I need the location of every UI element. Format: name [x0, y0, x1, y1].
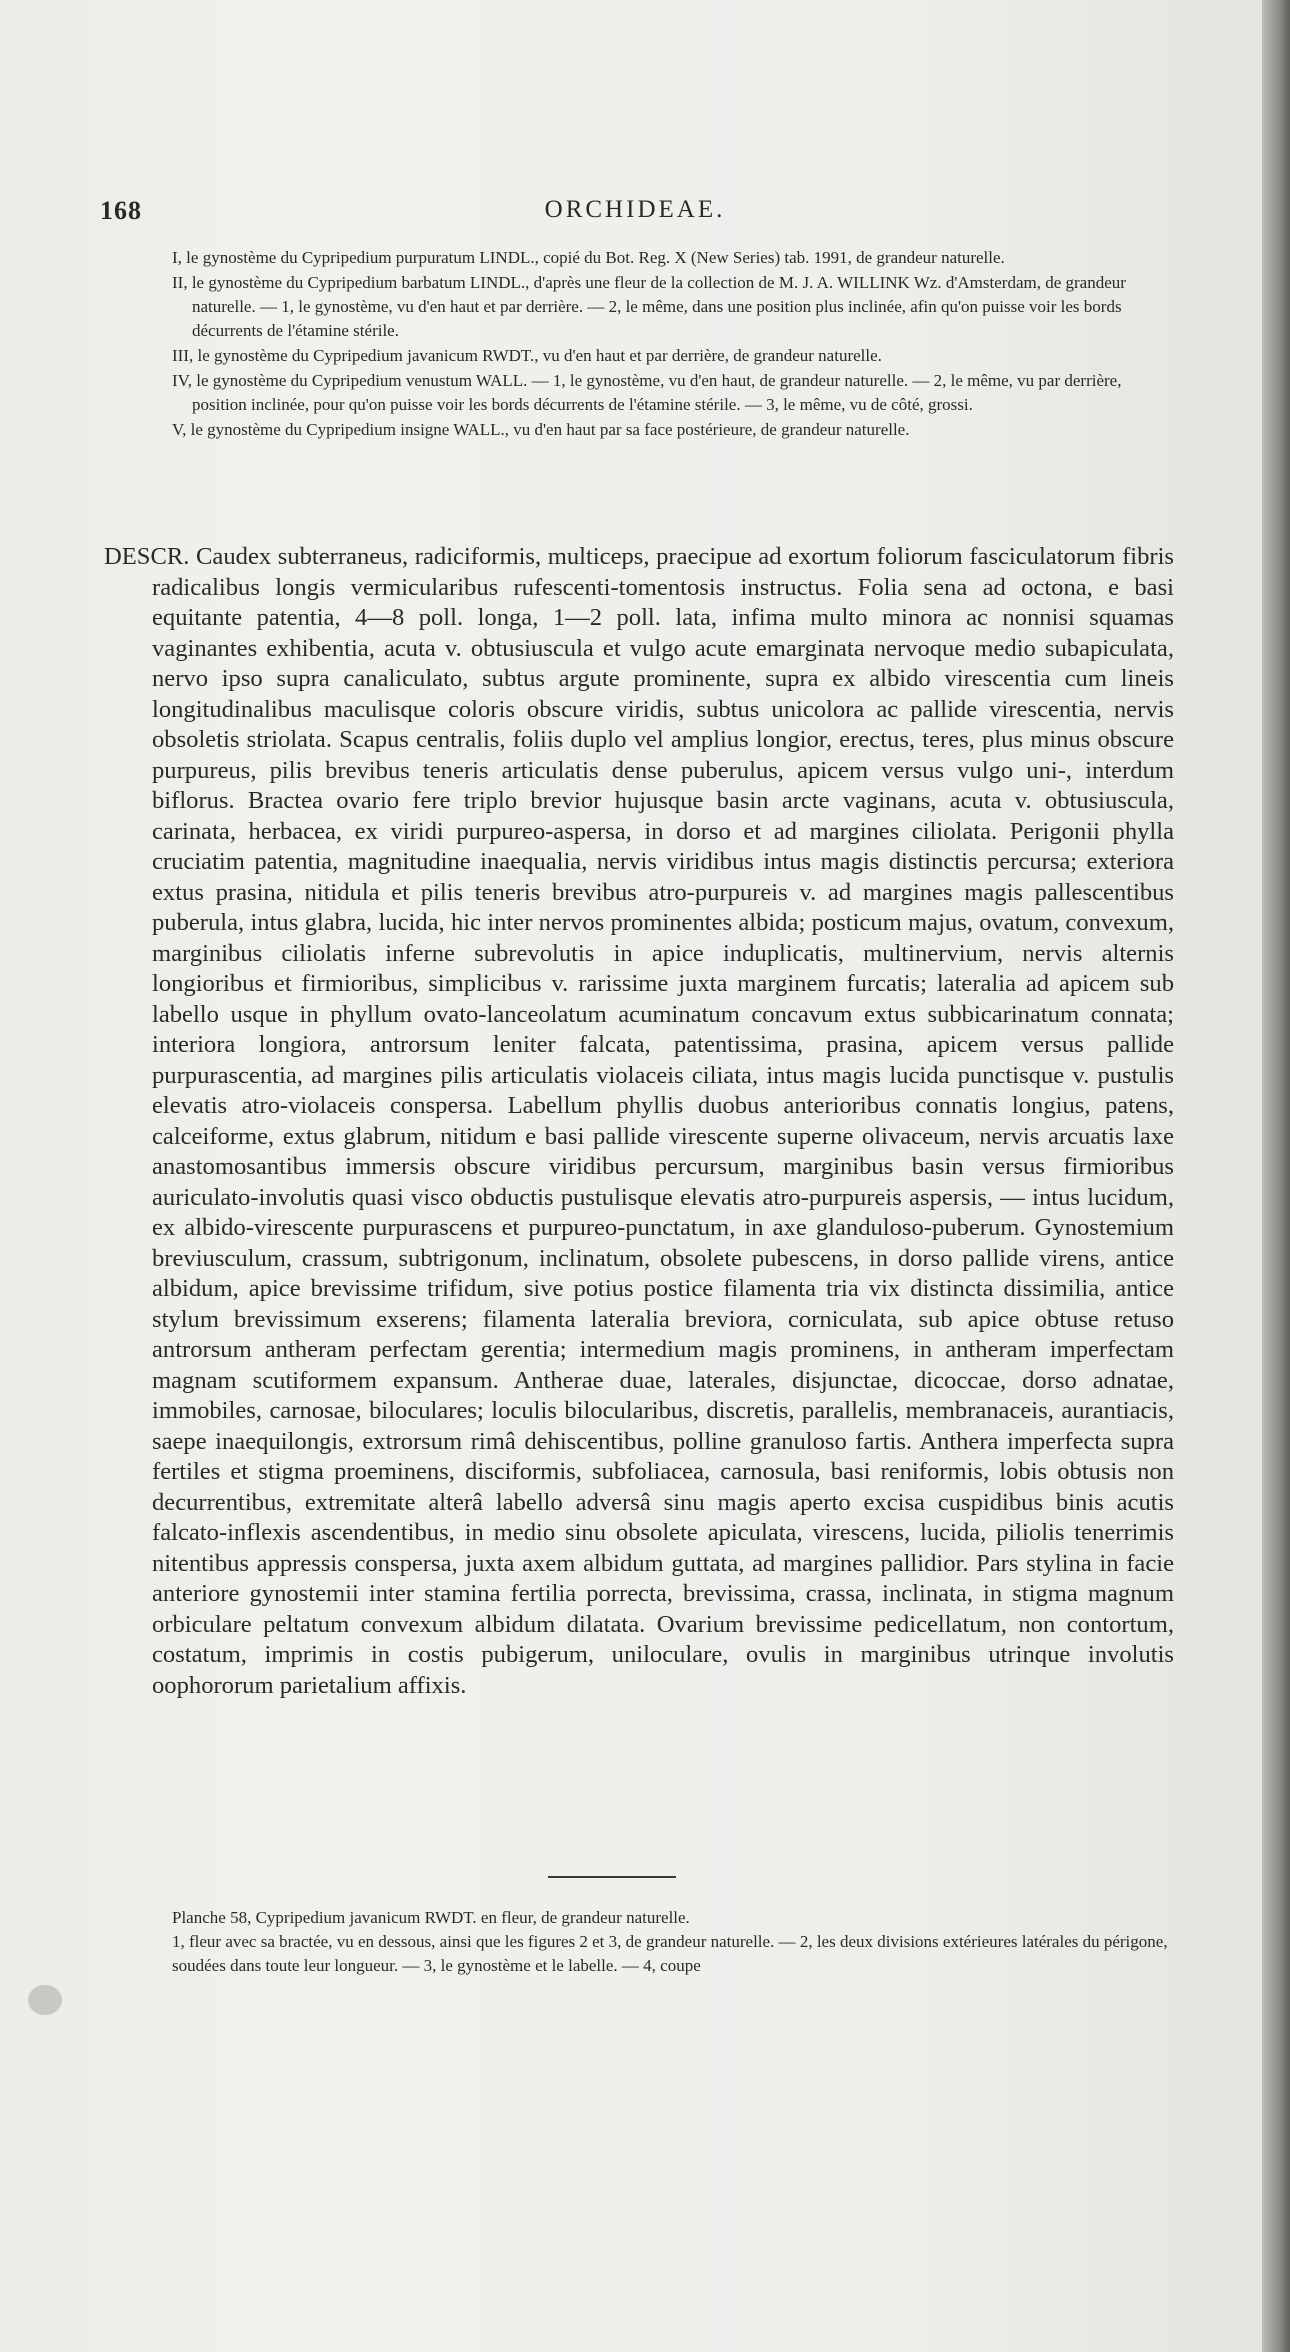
caption-item: [172, 246, 1172, 270]
caption-text: le gynostème du Cypripedium venustum WALL. — 1, le gynostème, vu d'en haut, de grandeur naturelle. — 2, le même, vu par derrière, position inclinée, pour qu'on puisse voir les bords décurrents de l'étamine stérile. — 3, le même, vu de côté, grossi.: [192, 371, 1122, 414]
running-title: ORCHIDEAE.: [544, 196, 726, 223]
description-label: DESCR.: [104, 543, 190, 570]
caption-numeral: V,: [172, 420, 187, 439]
caption-text: le gynostème du Cypripedium purpuratum LINDL., copié du Bot. Reg. X (New Series) tab. 1991, de grandeur naturelle.: [186, 248, 1005, 267]
plate-caption-line: 1, fleur avec sa bractée, vu en dessous, ainsi que les figures 2 et 3, de grandeur naturelle. — 2, les deux divisions extérieures latérales du périgone, soudées dans toute leur longueur. — 3, le gynostème et le labelle. — 4, coupe: [172, 1932, 1168, 1975]
caption-item: [172, 344, 1172, 368]
caption-numeral: III,: [172, 346, 194, 365]
caption-numeral: IV,: [172, 371, 192, 390]
paper-stain: [28, 1985, 62, 2015]
caption-numeral: II,: [172, 273, 188, 292]
caption-text: le gynostème du Cypripedium barbatum LINDL., d'après une fleur de la collection de M. J. A. WILLINK Wz. d'Amsterdam, de grandeur naturelle. — 1, le gynostème, vu d'en haut et par derrière. — 2, le même, dans une position plus inclinée, afin qu'on puisse voir les bords décurrents de l'étamine stérile.: [191, 273, 1126, 340]
description-text: Caudex subterraneus, radiciformis, multiceps, praecipue ad exortum foliorum fasciculatorum fibris radicalibus longis vermicularibus rufescenti-tomentosis instructus. Folia sena ad octona, e basi equitante patentia, 4—8 poll. longa, 1—2 poll. lata, infima multo minora ac nonnisi squamas vaginantes exhibentia, acuta v. obtusiuscula et vulgo acute emarginata nervoque medio subapiculata, nervo ipso supra canaliculato, subtus argute prominente, supra ex albido virescentia cum lineis longitudinalibus maculisque coloris obscure viridis, subtus unicolora ac pallide virescentia, nervis obsoletis striolata. Scapus centralis, foliis duplo vel amplius longior, erectus, teres, plus minus obscure purpureus, pilis brevibus teneris articulatis dense puberulus, apicem versus vulgo uni-, interdum biflorus. Bractea ovario fere triplo brevior hujusque basin arcte vaginans, acuta v. obtusiuscula, carinata, herbacea, ex viridi purpureo-aspersa, in dorso et ad margines ciliolata. Perigonii phylla cruciatim patentia, magnitudine inaequalia, nervis viridibus intus magis distinctis percursa; exteriora extus prasina, nitidula et pilis teneris brevibus atro-purpureis v. ad margines magis pallescentibus puberula, intus glabra, lucida, hic inter nervos prominentes albida; posticum majus, ovatum, convexum, marginibus ciliolatis inferne subrevolutis in apice induplicatis, multinervium, nervis alternis longioribus et firmioribus, simplicibus v. rarissime juxta marginem furcatis; lateralia ad apicem sub labello usque in phyllum ovato-lanceolatum acuminatum concavum extus subbicarinatum connata; interiora longiora, antrorsum leniter falcata, patentissima, prasina, apicem versus pallide purpurascentia, ad margines pilis articulatis violaceis ciliata, intus magis lucida punctisque v. pustulis elevatis atro-violaceis conspersa. Labellum phyllis duobus anterioribus connatis longius, patens, calceiforme, extus glabrum, nitidum e basi pallide virescente superne olivaceum, nervis arcuatis laxe anastomosantibus immersis obscure viridibus percursum, marginibus basin versus firmioribus auriculato-involutis quasi visco obductis pustulisque elevatis atro-purpureis aspersis, — intus lucidum, ex albido-virescente purpurascens et purpureo-punctatum, in axe glanduloso-puberum. Gynostemium breviusculum, crassum, subtrigonum, inclinatum, obsolete pubescens, in dorso pallide virens, antice albidum, apice brevissime trifidum, sive potius postice filamenta tria vix distincta dissimilia, antice stylum brevissimum exserens; filamenta lateralia breviora, corniculata, sub apice obtuse retuso antrorsum antheram perfectam gerentia; intermedium magis prominens, in antheram imperfectam magnam scutiformem expansum. Antherae duae, laterales, disjunctae, dicoccae, dorso adnatae, immobiles, carnosae, biloculares; loculis bilocularibus, discretis, parallelis, membranaceis, aurantiacis, saepe inaequilongis, extrorsum rimâ dehiscentibus, polline granuloso fartis. Anthera imperfecta supra fertiles et stigma proeminens, disciformis, subfoliacea, carnosula, basi reniformis, lobis obtusis non decurrentibus, extremitate alterâ labello adversâ sinu magis aperto excisa cuspidibus binis acutis falcato-inflexis ascendentibus, in medio sinu obsolete apiculata, virescens, lucida, piliolis tenerrimis nitentibus appressis conspersa, juxta axem albidum guttata, ad margines pallidior. Pars stylina in facie anteriore gynostemii inter stamina fertilia porrecta, brevissima, crassa, inclinata, in stigma magnum orbiculare peltatum convexum albidum dilatata. Ovarium brevissime pedicellatum, non contortum, costatum, imprimis in costis pubigerum, uniloculare, ovulis in marginibus utrinque involutis oophororum parietalium affixis.: [152, 543, 1174, 1699]
plate-caption: [172, 1906, 1172, 1978]
caption-item: [172, 271, 1172, 343]
section-divider: [548, 1876, 676, 1878]
description-section: [104, 542, 1174, 1701]
page-edge-shadow: [1262, 0, 1290, 2352]
figure-captions: [172, 246, 1172, 443]
caption-text: le gynostème du Cypripedium javanicum RWDT., vu d'en haut et par derrière, de grandeur naturelle.: [197, 346, 882, 365]
caption-item: [172, 418, 1172, 442]
caption-text: le gynostème du Cypripedium insigne WALL., vu d'en haut par sa face postérieure, de grandeur naturelle.: [190, 420, 910, 439]
caption-numeral: I,: [172, 248, 182, 267]
page-number: 168: [100, 196, 142, 225]
description-paragraph: [104, 542, 1174, 1701]
caption-item: [172, 369, 1172, 417]
plate-caption-line: Planche 58, Cypripedium javanicum RWDT. en fleur, de grandeur naturelle.: [172, 1908, 690, 1927]
page-header: [100, 196, 1170, 230]
